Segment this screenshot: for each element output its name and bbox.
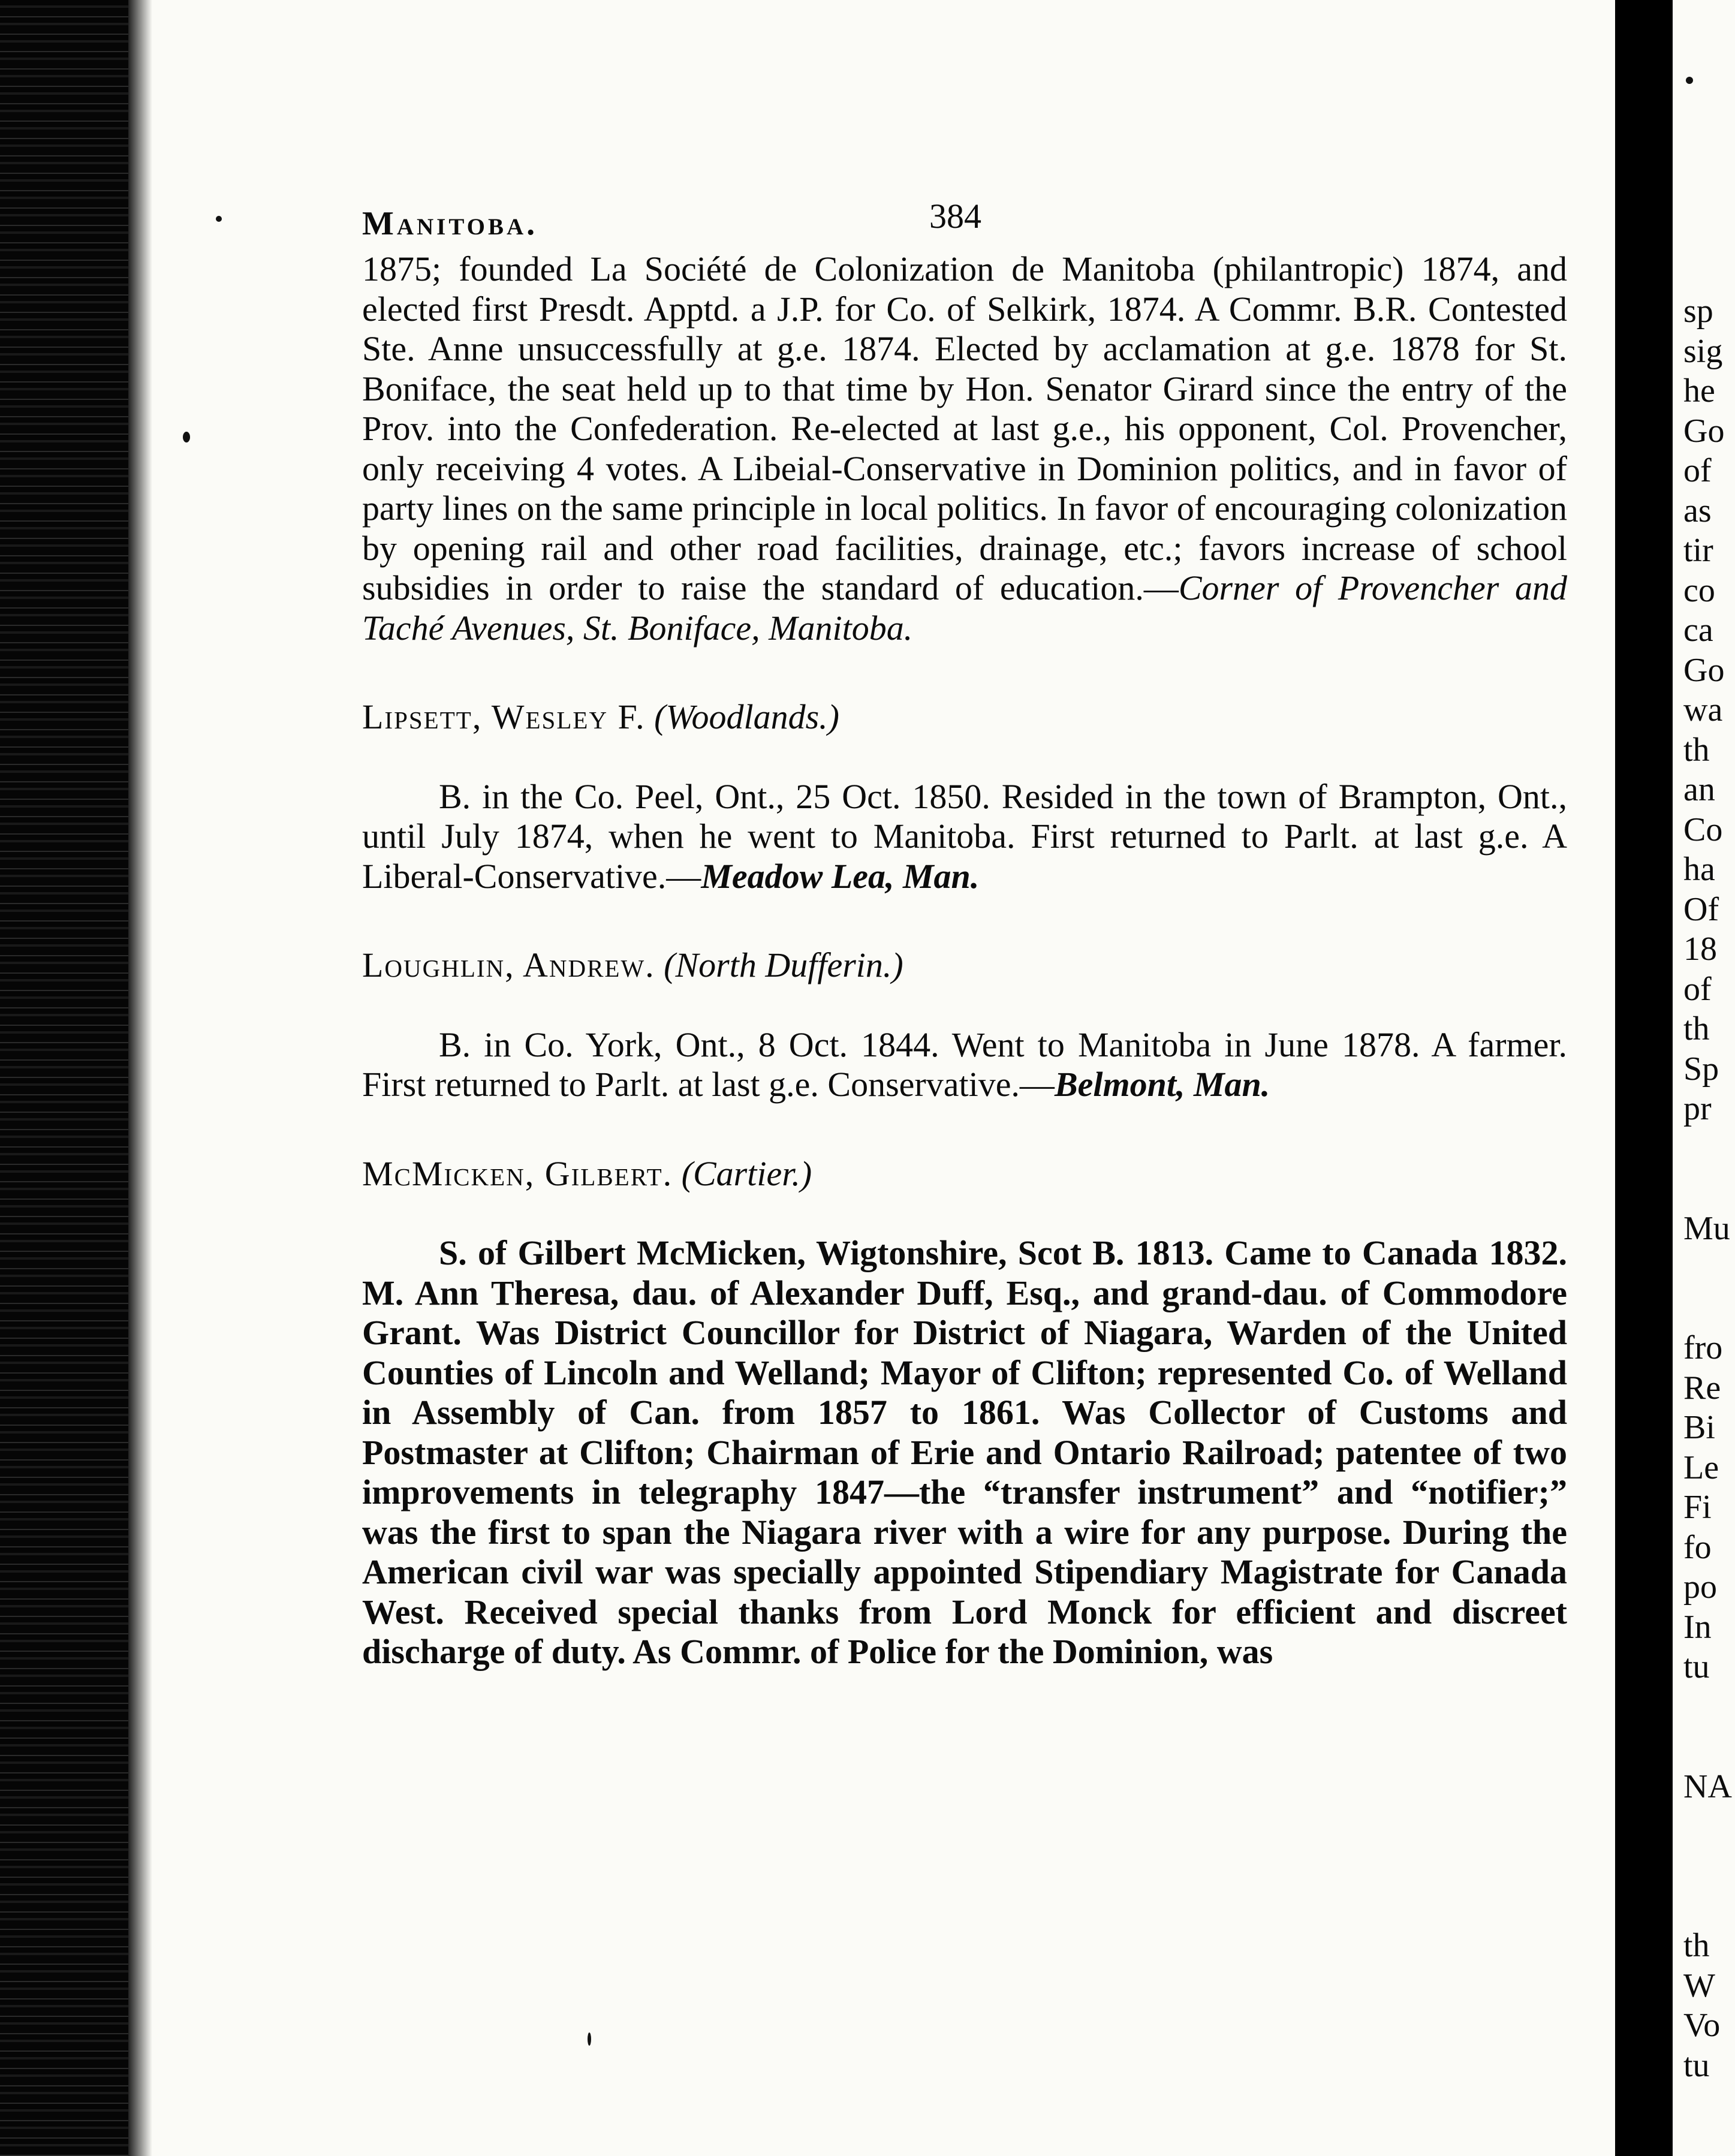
fragment-line: Co	[1683, 811, 1723, 848]
fragment-line: of	[1683, 970, 1712, 1008]
scan-speck	[1686, 77, 1693, 84]
fragment-line: Re	[1683, 1369, 1721, 1407]
book-edge-strip	[0, 0, 128, 2156]
entry-text: S. of Gilbert McMicken, Wigtonshire, Scot B. 1813. Came to Canada 1832. M. Ann Theresa, dau. of Alexander Duff, Esq., and grand-dau. of Commodore Grant. Was District Councillor for District of Niagara, Warden of the United Counties of Lincoln and Welland; Mayor of Clifton; represented Co. of Welland in Assembly of Can. from 1857 to 1861. Was Collector of Customs and Postmaster at Clifton; Chairman of Erie and Ontario Railroad; patentee of two improvements in telegraphy 1847—the “transfer instrument” and “notifier;” was the first to span the Niagara river with a wire for any purpose. During the American civil war was specially appointed Stipendiary Magistrate for Canada West. Received special thanks from Lord Monck for efficient and discreet discharge of duty. As Commr. of Police for the Dominion, was	[362, 1233, 1567, 1671]
fragment-line: Go	[1683, 412, 1725, 450]
fragment-spacer	[1683, 1248, 1735, 1328]
page-number: 384	[929, 197, 981, 236]
member-name: Loughlin, Andrew.	[362, 945, 655, 984]
address: Belmont, Man.	[1054, 1065, 1270, 1104]
fragment-spacer	[1683, 1687, 1735, 1767]
address: Meadow Lea, Man.	[701, 856, 980, 896]
facing-page-text	[1683, 291, 1735, 2085]
fragment-line: sig	[1683, 332, 1723, 370]
fragment-line: 18	[1683, 931, 1717, 968]
fragment-line: co	[1683, 571, 1715, 609]
continued-entry-paragraph	[362, 249, 1567, 648]
address: Corner of Provencher and Taché Avenues, St. Boniface, Manitoba.	[362, 568, 1568, 648]
fragment-line: Mu	[1683, 1209, 1730, 1247]
fragment-line: ha	[1683, 851, 1715, 888]
fragment-line: he	[1683, 372, 1715, 409]
fragment-line: Bi	[1683, 1409, 1715, 1446]
entry-heading-mcmicken	[362, 1154, 1567, 1194]
book-gutter	[1615, 0, 1673, 2156]
fragment-line: an	[1683, 771, 1715, 808]
entry-body-loughlin	[362, 1025, 1567, 1105]
fragment-line: Le	[1683, 1449, 1719, 1486]
fragment-line: ca	[1683, 612, 1713, 649]
entry-heading-lipsett	[362, 697, 1567, 737]
fragment-line: sp	[1683, 293, 1713, 330]
page-edge-shadow	[128, 0, 152, 2156]
scan-speck	[183, 432, 190, 442]
fragment-line: Of	[1683, 890, 1719, 928]
fragment-line: Sp	[1683, 1050, 1719, 1088]
entry-heading-loughlin	[362, 945, 1567, 986]
constituency: (North Dufferin.)	[664, 945, 903, 984]
entry-text: B. in Co. York, Ont., 8 Oct. 1844. Went to Manitoba in June 1878. A farmer. First returned to Parlt. at last g.e. Conservative.—	[362, 1025, 1567, 1104]
fragment-line: W	[1683, 1967, 1715, 2004]
fragment-line: th	[1683, 1010, 1710, 1047]
fragment-line: Go	[1683, 651, 1725, 689]
fragment-spacer	[1683, 1129, 1735, 1209]
fragment-line: tu	[1683, 1648, 1710, 1685]
running-head: Manitoba.	[362, 205, 538, 242]
facing-page-fragment	[1673, 0, 1735, 2156]
entry-text: B. in the Co. Peel, Ont., 25 Oct. 1850. Resided in the town of Brampton, Ont., until July 1874, when he went to Manitoba. First returned to Parlt. at last g.e. A Liberal-Conservative.—	[362, 776, 1567, 896]
entry-body-mcmicken	[362, 1233, 1567, 1672]
constituency: (Cartier.)	[681, 1154, 812, 1193]
entry-body-lipsett	[362, 777, 1567, 897]
fragment-line: Vo	[1683, 2007, 1721, 2044]
fragment-line: tir	[1683, 532, 1713, 569]
member-name: McMicken, Gilbert.	[362, 1154, 673, 1193]
fragment-line: Fi	[1683, 1489, 1712, 1526]
fragment-line: tu	[1683, 2046, 1710, 2084]
page-header	[362, 192, 1567, 249]
paragraph-text: 1875; founded La Société de Colonization de Manitoba (philantropic) 1874, and elected first Presdt. Apptd. a J.P. for Co. of Selkirk, 1874. A Commr. B.R. Contested Ste. Anne unsuccessfully at g.e. 1874. Elected by acclamation at g.e. 1878 for St. Boniface, the seat held up to that time by Hon. Senator Girard since the entry of the Prov. into the Confederation. Re-elected at last g.e., his opponent, Col. Provencher, only receiving 4 votes. A Libeial-Conservative in Dominion politics, and in favor of party lines on the same principle in local politics. In favor of encouraging colonization by opening rail and other road facilities, drainage, etc.; favors increase of school subsidies in order to raise the standard of education.—	[362, 249, 1567, 607]
fragment-line: as	[1683, 492, 1712, 529]
fragment-line: wa	[1683, 691, 1723, 728]
fragment-line: of	[1683, 452, 1712, 489]
fragment-line: NA	[1683, 1767, 1732, 1805]
scan-speck	[216, 216, 222, 222]
constituency: (Woodlands.)	[654, 697, 839, 736]
fragment-line: fro	[1683, 1329, 1723, 1366]
member-name: Lipsett, Wesley F.	[362, 697, 646, 736]
page-content	[362, 192, 1567, 1672]
fragment-line: pr	[1683, 1090, 1712, 1127]
fragment-line: In	[1683, 1608, 1712, 1646]
fragment-line: fo	[1683, 1528, 1712, 1566]
scan-speck	[588, 2032, 591, 2046]
fragment-spacer	[1683, 1806, 1735, 1926]
fragment-line: po	[1683, 1568, 1717, 1606]
fragment-line: th	[1683, 1927, 1710, 1964]
fragment-line: th	[1683, 731, 1710, 769]
